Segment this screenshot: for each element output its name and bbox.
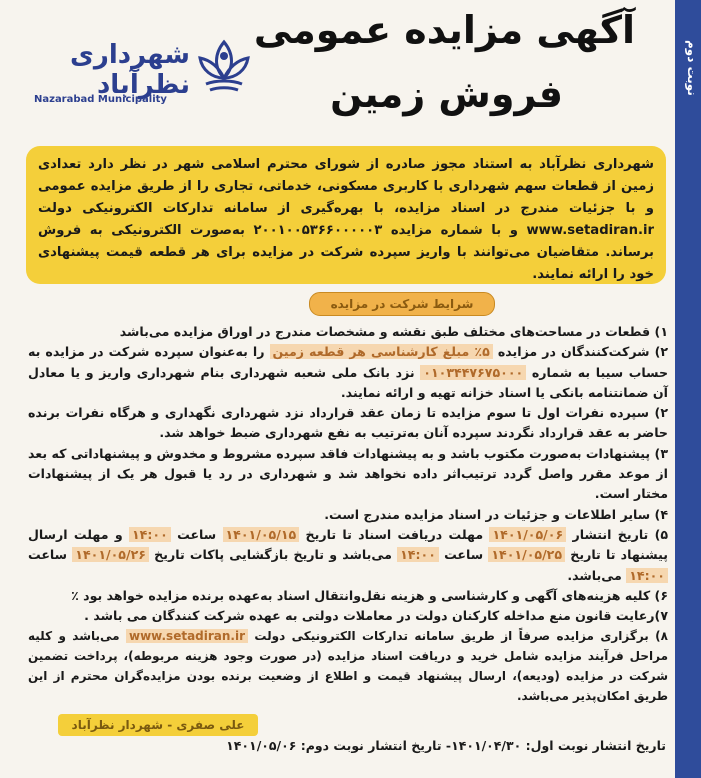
- opening-date: ۱۴۰۱/۰۵/۲۶: [72, 547, 149, 562]
- proposal-deadline-date: ۱۴۰۱/۰۵/۲۵: [488, 547, 565, 562]
- opening-time: ۱۴:۰۰: [626, 568, 668, 583]
- publication-dates-text: تاریخ انتشار نوبت اول: ۱۴۰۱/۰۴/۳۰- تاریخ انتشار نوبت دوم: ۱۴۰۱/۰۵/۰۶: [226, 738, 666, 753]
- edition-tab-label: نوبت دوم: [685, 40, 699, 96]
- publish-date: ۱۴۰۱/۰۵/۰۶: [489, 527, 566, 542]
- ad-title: آگهی مزایده عمومی: [253, 8, 635, 52]
- condition-item-5: ۴) سایر اطلاعات و جزئیات در اسناد مزایده مندرج است.: [324, 506, 668, 522]
- documents-deadline-date: ۱۴۰۱/۰۵/۱۵: [223, 527, 300, 542]
- municipality-logo-text: شهرداری نظرآباد: [70, 40, 190, 100]
- setadiran-link[interactable]: www.setadiran.ir: [126, 629, 248, 643]
- intro-text: شهرداری نظرآباد به استناد مجوز صادره از شورای محترم اسلامی شهر در نظر دارد تعدادی زمین از قطعات سهم شهرداری با کاربری مسکونی، خدماتی، تجاری را از طریق مزایده عمومی و با جزئیات مندرج در اسناد مزایده، با بهره‌گیری از سامانه تدارکات الکترونیکی دولت www.setadiran.ir و با شماره مزایده ۲۰۰۱۰۰۵۳۶۶۰۰۰۰۰۳ به‌صورت الکترونیکی به فروش برساند. متقاضیان می‌توانند با واریز سپرده شرکت در مزایده برای هر قطعه قیمت پیشنهادی خود را ارائه نمایند.: [38, 157, 654, 282]
- ad-subtitle: فروش زمین: [330, 72, 563, 116]
- condition-item-7: ۶) کلیه هزینه‌های آگهی و کارشناسی و هزینه نقل‌وانتقال اسناد به‌عهده برنده مزایده خواهد بود ٪: [71, 587, 668, 603]
- condition-item-1: ۱) قطعات در مساحت‌های مختلف طبق نقشه و مشخصات مندرج در اوراق مزایده می‌باشد: [119, 324, 668, 339]
- municipality-emblem-icon: [192, 34, 256, 98]
- account-number: ۰۱۰۳۴۴۷۶۷۵۰۰۰: [420, 365, 526, 380]
- edition-tab: [675, 0, 701, 778]
- conditions-heading: شرایط شرکت در مزایده: [309, 292, 495, 316]
- condition-item-4: ۳) پیشنهادات به‌صورت مکتوب باشد و به پیشنهادات فاقد سپرده مشروط و مخدوش و پیشنهاداتی که بعد از موعد مقرر واصل گردد ترتیب‌اثر داده نخواهد شد و شهرداری در رد یا قبول هر یک از پیشنهادات مختار است.: [28, 445, 668, 502]
- municipality-logo-subtitle: Nazarabad Municipality: [34, 94, 167, 105]
- documents-deadline-time: ۱۴:۰۰: [129, 527, 171, 542]
- condition-item-8: ۷)رعایت قانون منع مداخله کارکنان دولت در معاملات دولتی به عهده شرکت کنندگان می باشد .: [84, 608, 668, 624]
- publication-dates: [38, 736, 666, 756]
- condition-item-6: ۵) تاریخ انتشار ۱۴۰۱/۰۵/۰۶ مهلت دریافت اسناد تا تاریخ ۱۴۰۱/۰۵/۱۵ ساعت ۱۴:۰۰ و مهلت ارسال پیشنهاد تا تاریخ ۱۴۰۱/۰۵/۲۵ ساعت ۱۴:۰۰ می‌باشد و تاریخ بازگشایی پاکات تاریخ ۱۴۰۱/۰۵/۲۶ ساعت ۱۴:۰۰ می‌باشد.: [28, 526, 669, 583]
- deposit-percentage: ۵٪ مبلغ کارشناسی هر قطعه زمین: [270, 344, 493, 359]
- conditions-list: [28, 322, 668, 706]
- condition-item-2: ۲) شرکت‌کنندگان در مزایده ۵٪ مبلغ کارشناسی هر قطعه زمین را به‌عنوان سپرده شرکت در مزایده به حساب سیبا به شماره ۰۱۰۳۴۴۷۶۷۵۰۰۰ نزد بانک ملی شعبه شهرداری بنام شهرداری واریز و یا معادل آن ضمانتنامه بانکی یا اسناد خزانه تهیه و ارائه نمایند.: [28, 344, 669, 400]
- condition-item-3: ۲) سپرده نفرات اول تا سوم مزایده تا زمان عقد قرارداد نزد شهرداری نگهداری و هرگاه نفرات برنده حاضر به عقد قرارداد نگردند سپرده آنان به‌ترتیب به نفع شهرداری ضبط خواهد شد.: [28, 405, 668, 441]
- mayor-signature: علی صفری - شهردار نظرآباد: [58, 714, 258, 736]
- ad-header: [0, 0, 675, 148]
- proposal-deadline-time: ۱۴:۰۰: [397, 547, 439, 562]
- intro-box: [26, 146, 666, 284]
- condition-item-9: ۸) برگزاری مزایده صرفاً از طریق سامانه تدارکات الکترونیکی دولت www.setadiran.ir می‌باشد و کلیه مراحل فرآیند مزایده شامل خرید و دریافت اسناد مزایده (در صورت وجود هزینه مربوطه)، پرداخت تضمین شرکت در مزایده (ودیعه)، ارسال پیشنهاد قیمت و اطلاع از وضعیت برنده بودن مزایده‌گران محترم از این طریق امکان‌پذیر می‌باشد.: [28, 629, 668, 704]
